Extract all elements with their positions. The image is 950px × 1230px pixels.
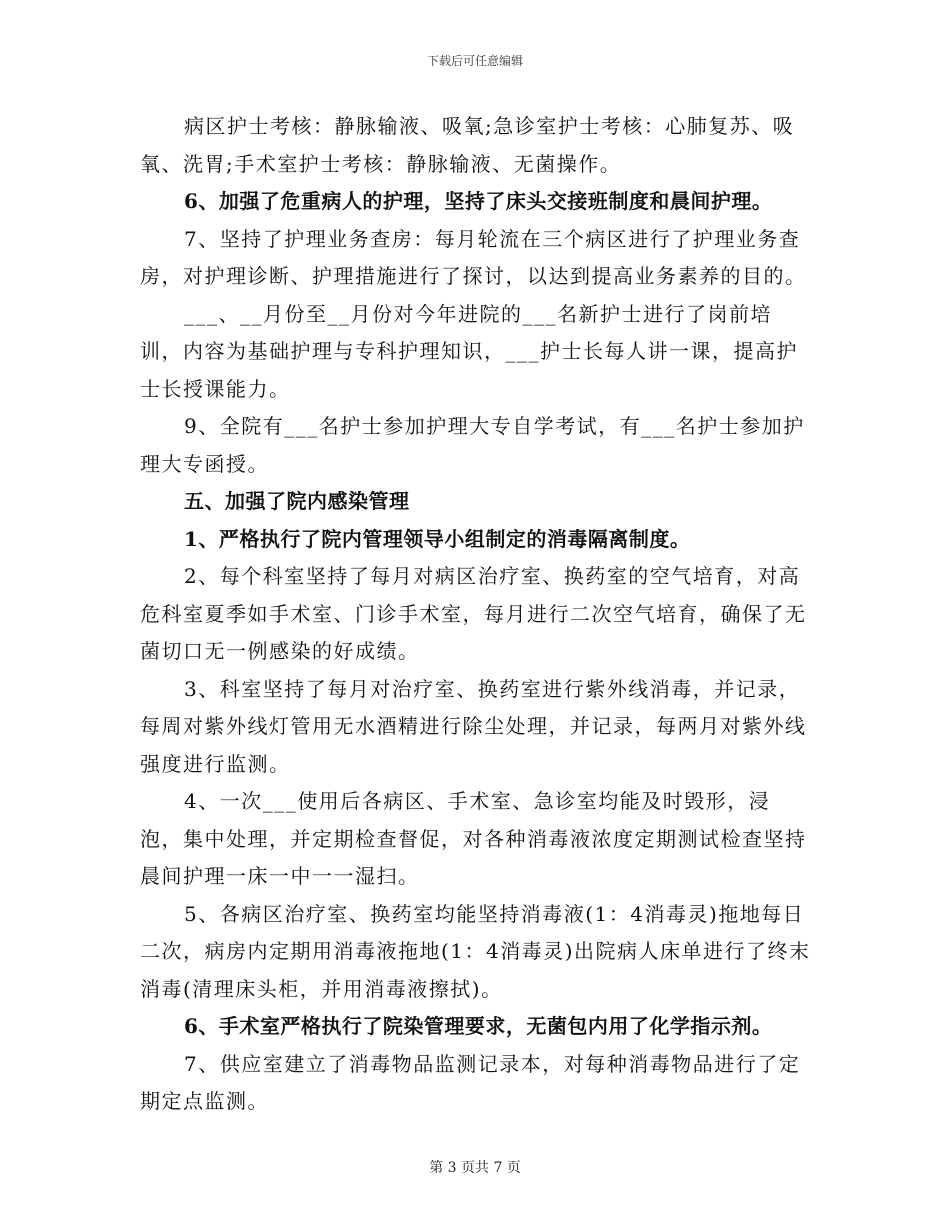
paragraph: 7、供应室建立了消毒物品监测记录本，对每种消毒物品进行了定期定点监测。 xyxy=(140,1051,801,1113)
paragraph: ___、__月份至__月份对今年进院的___名新护士进行了岗前培训，内容为基础护理与专科护理知识，___护士长每人讲一课，提高护士长授课能力。 xyxy=(140,301,798,401)
paragraph: 3、科室坚持了每月对治疗室、换药室进行紫外线消毒，并记录，每周对紫外线灯管用无水酒精进行除尘处理，并记录，每两月对紫外线强度进行监测。 xyxy=(140,676,807,776)
paragraph: 5、各病区治疗室、换药室均能坚持消毒液(1：4消毒灵)拖地每日二次，病房内定期用消毒液拖地(1：4消毒灵)出院病人床单进行了终末消毒(清理床头柜，并用消毒液擦拭)。 xyxy=(140,901,811,1001)
paragraph: 9、全院有___名护士参加护理大专自学考试，有___名护士参加护理大专函授。 xyxy=(140,414,805,476)
paragraph-bold: 6、手术室严格执行了院染管理要求，无菌包内用了化学指示剂。 xyxy=(184,1014,773,1038)
paragraph: 4、一次___使用后各病区、手术室、急诊室均能及时毁形，浸泡，集中处理，并定期检查督促，对各种消毒液浓度定期测试检查坚持晨间护理一床一中一一湿扫。 xyxy=(140,789,807,888)
page-header-note: 下载后可任意编辑 xyxy=(426,54,523,68)
paragraph: 7、坚持了护理业务查房：每月轮流在三个病区进行了护理业务查房，对护理诊断、护理措施进行了探讨，以达到提高业务素养的目的。 xyxy=(140,226,807,288)
paragraph: 2、每个科室坚持了每月对病区治疗室、换药室的空气培育，对高危科室夏季如手术室、门诊手术室，每月进行二次空气培育，确保了无菌切口无一例感染的好成绩。 xyxy=(140,564,807,663)
paragraph-bold: 6、加强了危重病人的护理，坚持了床头交接班制度和晨间护理。 xyxy=(184,189,773,213)
document-body xyxy=(140,108,812,1121)
page-number: 第 3 页共 7 页 xyxy=(429,1160,521,1176)
section-heading: 五、加强了院内感染管理 xyxy=(184,489,410,513)
paragraph-bold: 1、严格执行了院内管理领导小组制定的消毒隔离制度。 xyxy=(184,526,691,551)
paragraph: 病区护士考核：静脉输液、吸氧;急诊室护士考核：心肺复苏、吸氧、洗胃;手术室护士考核：静脉输液、无菌操作。 xyxy=(140,114,795,176)
